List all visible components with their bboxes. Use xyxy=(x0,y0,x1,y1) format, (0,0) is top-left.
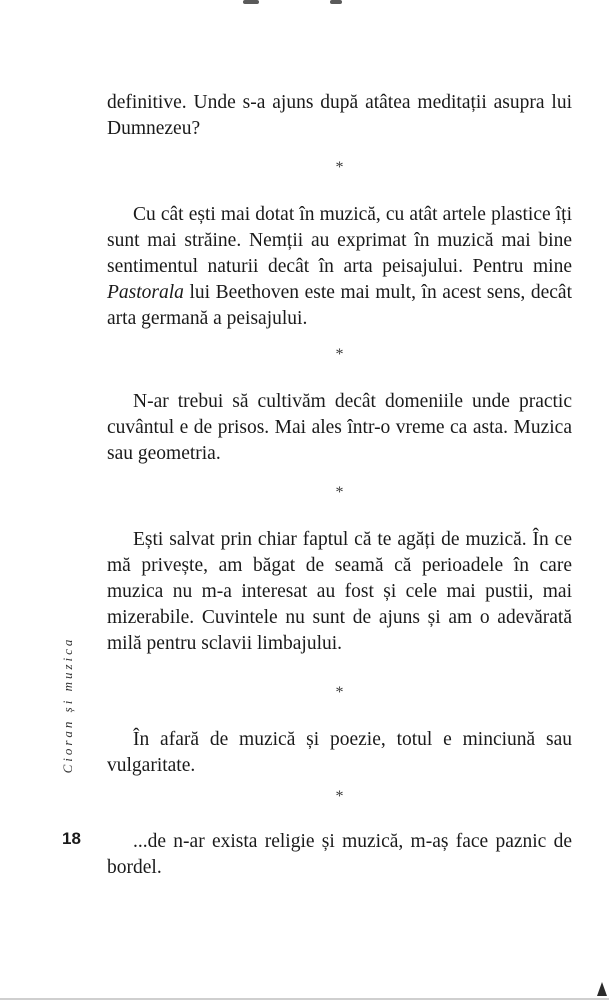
running-head-title: Cioran și muzica xyxy=(60,636,75,774)
paragraph-text: lui Beethoven este mai mult, în acest sens, decât arta germană a peisajului. xyxy=(107,282,572,329)
corner-arrow-icon xyxy=(597,982,607,996)
paragraph-text: Cu cât ești mai dotat în muzică, cu atât artele plastice îți sunt mai străine. Nemții au exprimat în muzică mai bine sentimentul naturii decât în arta peisajului. Pentru mine xyxy=(107,204,572,277)
paragraph-music-poetry: În afară de muzică și poezie, totul e minciună sau vulgaritate. xyxy=(107,729,572,776)
page-number: 18 xyxy=(62,829,81,848)
page-body xyxy=(107,90,572,881)
paragraph-music-arts xyxy=(107,202,572,332)
paragraph-religion-music: ...de n-ar exista religie și muzică, m-aș face paznic de bordel. xyxy=(107,831,572,878)
italic-title-pastorala: Pastorala xyxy=(107,282,184,303)
section-separator: * xyxy=(335,346,344,363)
section-separator: * xyxy=(335,159,344,176)
top-edge-mark xyxy=(243,0,259,4)
top-edge-mark xyxy=(330,0,342,4)
section-separator: * xyxy=(335,484,344,501)
top-page-edge xyxy=(0,0,609,10)
paragraph-saved-by-music: Ești salvat prin chiar faptul că te agăți de muzică. În ce mă privește, am băgat de seamă că perioadele în care muzica nu m-a interesat au fost și cele mai pustii, mai mizerabile. Cuvintele nu sunt de ajuns și am o adevărată milă pentru sclavii limbajului. xyxy=(107,529,572,654)
paragraph-word-superfluous: N-ar trebui să cultivăm decât domeniile unde practic cuvântul e de prisos. Mai ales într-o vreme ca asta. Muzica sau geometria. xyxy=(107,391,572,464)
section-separator: * xyxy=(335,788,344,805)
paragraph-continuation: definitive. Unde s-a ajuns după atâtea meditații asupra lui Dumnezeu? xyxy=(107,92,572,139)
section-separator: * xyxy=(335,684,344,701)
